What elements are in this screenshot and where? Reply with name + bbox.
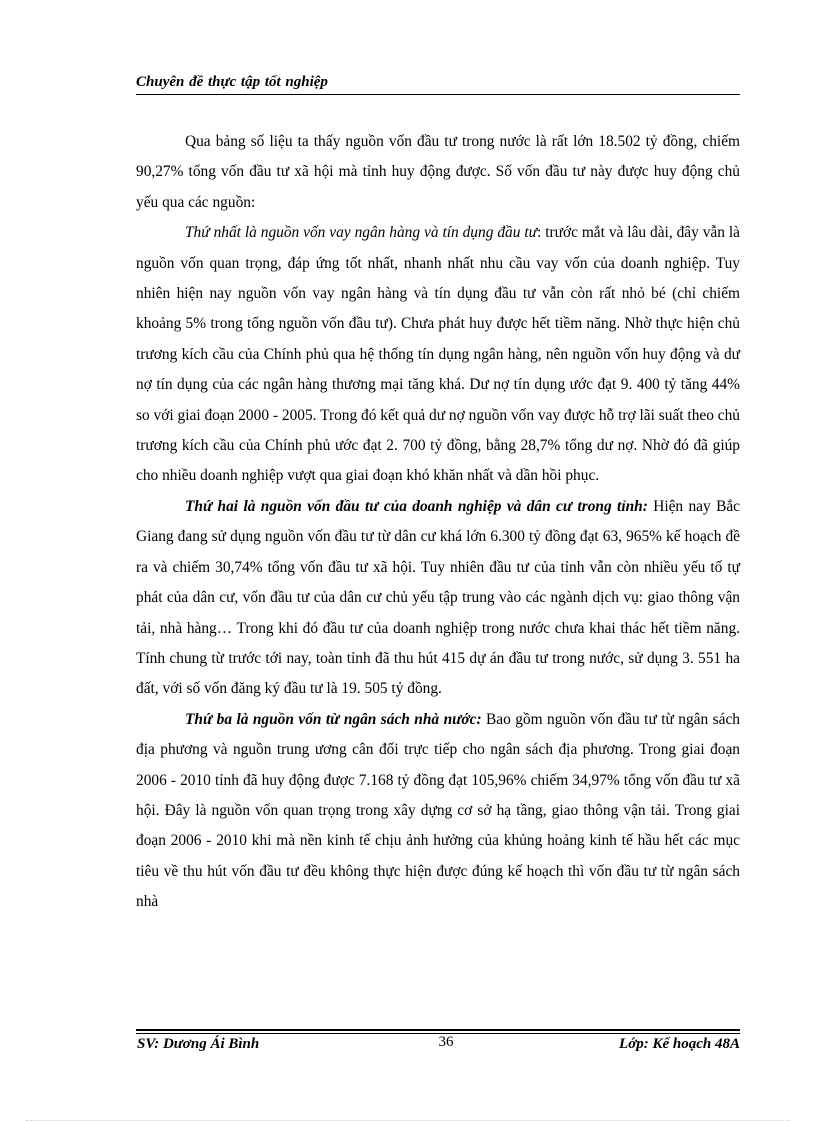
paragraph-lead: Thứ hai là nguồn vốn đầu tư của doanh nghiệp và dân cư trong tỉnh: — [185, 497, 648, 515]
paragraph-text: Qua bảng số liệu ta thấy nguồn vốn đầu tư trong nước là rất lớn 18.502 tỷ đồng, chiếm 90,27% tổng vốn đầu tư xã hội mà tỉnh huy động được. Số vốn đầu tư này được huy động chủ yếu qua các nguồn: — [136, 133, 740, 211]
header-title: Chuyên đề thực tập tốt nghiệp — [136, 74, 328, 90]
footer-student: SV: Dương Ái Bình — [137, 1036, 260, 1052]
paragraph-text: Hiện nay Bắc Giang đang sử dụng nguồn vốn đầu tư từ dân cư khá lớn 6.300 tỷ đồng đạt 63, 965% kế hoạch đề ra và chiếm 30,74% tổng vốn đầu tư xã hội. Tuy nhiên đầu tư của tỉnh vẫn còn nhiều yếu tố tự phát của dân cư, vốn đầu tư của dân cư chủ yếu tập trung vào các ngành dịch vụ: giao thông vận tải, nhà hàng… Trong khi đó đầu tư của doanh nghiệp trong nước chưa khai thác hết tiềm năng. Tính chung từ trước tới nay, toàn tỉnh đã thu hút 415 dự án đầu tư trong nước, sử dụng 3. 551 ha đất, với số vốn đăng ký đầu tư là 19. 505 tỷ đồng. — [136, 497, 741, 698]
page-number: 36 — [438, 1034, 454, 1050]
footer-rule — [136, 1029, 740, 1031]
page-header — [136, 74, 740, 95]
paragraph-enterprise-residents — [136, 492, 740, 705]
paragraph-state-budget — [136, 705, 740, 918]
paragraph-text: Bao gồm nguồn vốn đầu tư từ ngân sách địa phương và nguồn trung ương cân đối trực tiếp cho ngân sách địa phương. Trong giai đoạn 2006 - 2010 tỉnh đã huy động được 7.168 tỷ đồng đạt 105,96% chiếm 34,97% tổng vốn đầu tư xã hội. Đây là nguồn vốn quan trọng trong xây dựng cơ sở hạ tầng, giao thông vận tải. Trong giai đoạn 2006 - 2010 khi mà nền kinh tế chịu ảnh hưởng của khủng hoảng kinh tế hầu hết các mục tiêu về thu hút vốn đầu tư đều không thực hiện được đúng kế hoạch thì vốn đầu tư từ ngân sách nhà — [136, 710, 740, 911]
paragraph-bank-credit — [136, 218, 740, 492]
paragraph-lead: Thứ ba là nguồn vốn từ ngân sách nhà nước: — [185, 710, 482, 728]
paragraph-lead: Thứ nhất là nguồn vốn vay ngân hàng và tín dụng đầu tư — [185, 224, 537, 242]
footer-class: Lớp: Kế hoạch 48A — [619, 1036, 740, 1052]
page-edge — [26, 1120, 790, 1121]
paragraph-intro — [136, 127, 740, 218]
paragraph-text: : trước mắt và lâu dài, đây vẫn là nguồn vốn quan trọng, đáp ứng tốt nhất, nhanh nhất nhu cầu vay vốn của doanh nghiệp. Tuy nhiên hiện nay nguồn vốn vay ngân hàng và tín dụng đầu tư vẫn còn rất nhỏ bé (chỉ chiếm khoảng 5% trong tổng nguồn vốn đầu tư). Chưa phát huy được hết tiềm năng. Nhờ thực hiện chủ trương kích cầu của Chính phủ qua hệ thống tín dụng ngân hàng, nên nguồn vốn huy động và dư nợ tín dụng của các ngân hàng thương mại tăng khá. Dư nợ tín dụng ước đạt 9. 400 tỷ tăng 44% so với giai đoạn 2000 - 2005. Trong đó kết quả dư nợ nguồn vốn vay được hỗ trợ lãi suất theo chủ trương kích cầu của Chính phủ ước đạt 2. 700 tỷ đồng, bằng 28,7% tổng dư nợ. Nhờ đó đã giúp cho nhiều doanh nghiệp vượt qua giai đoạn khó khăn nhất và dần hồi phục. — [136, 224, 740, 485]
document-body — [136, 127, 740, 918]
